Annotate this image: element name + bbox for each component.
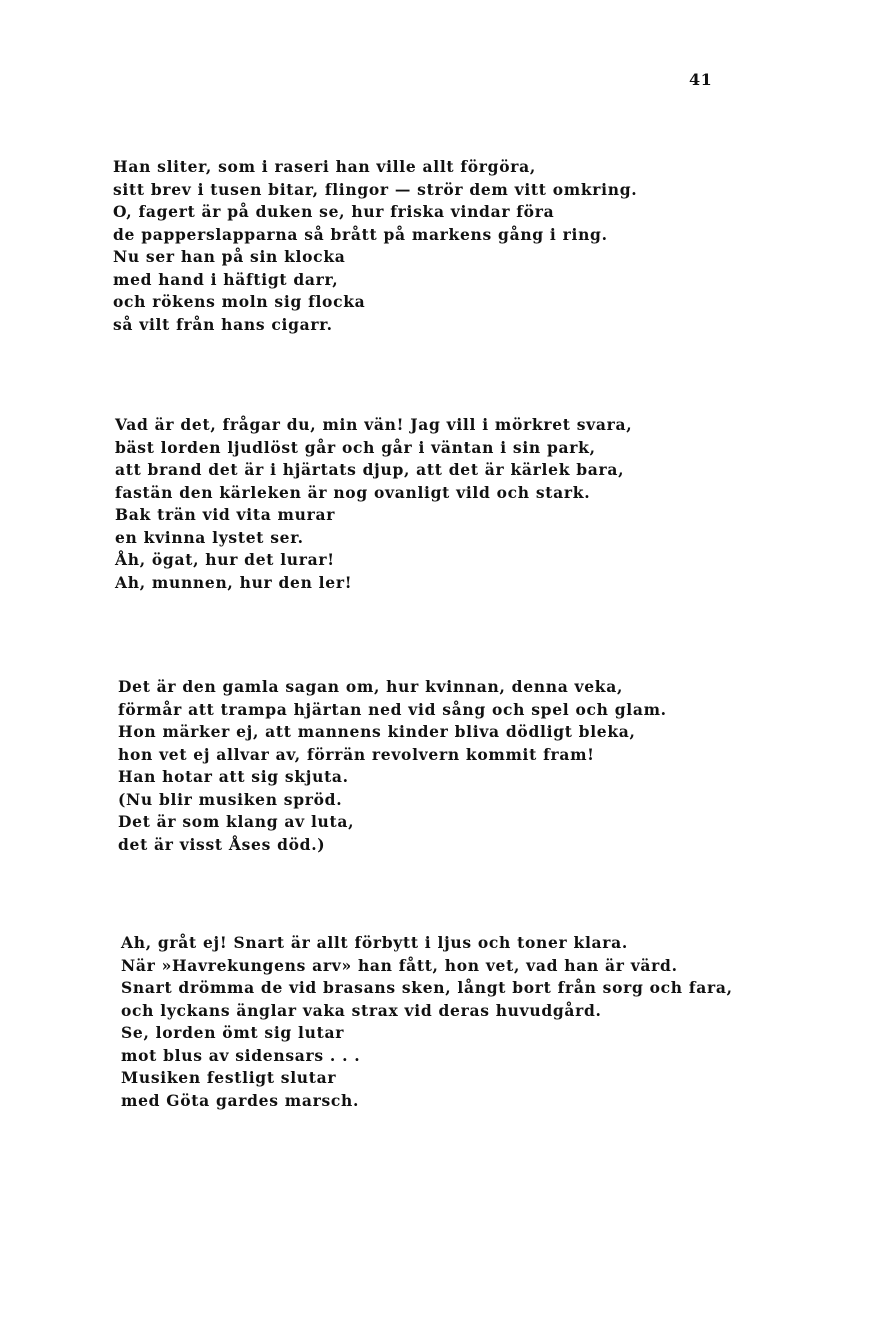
verse-line: Se, lorden ömt sig lutar	[121, 1023, 345, 1042]
verse-line: bäst lorden ljudlöst går och går i väntan i sin park,	[115, 437, 596, 457]
verse-line: Han hotar att sig skjuta.	[118, 767, 349, 786]
verse-line: Bak trän vid vita murar	[115, 505, 336, 524]
verse-line: hon vet ej allvar av, förrän revolvern kommit fram!	[118, 744, 595, 764]
verse-line: sitt brev i tusen bitar, flingor — strör dem vitt omkring.	[113, 179, 638, 199]
verse-line: det är visst Åses död.)	[118, 834, 326, 854]
verse-line: en kvinna lystet ser.	[115, 527, 304, 547]
verse-line: Vad är det, frågar du, min vän! Jag vill i mörkret svara,	[115, 415, 633, 434]
stanza-4	[121, 932, 733, 1112]
verse-line: O, fagert är på duken se, hur friska vindar föra	[113, 202, 555, 221]
verse-line: fastän den kärleken är nog ovanligt vild och stark.	[115, 482, 591, 502]
verse-line: Ah, gråt ej! Snart är allt förbytt i ljus och toner klara.	[121, 933, 628, 952]
stanza-3	[118, 676, 667, 856]
page-number: 41	[689, 70, 713, 89]
verse-line: (Nu blir musiken spröd.	[118, 789, 343, 809]
verse-line: Det är som klang av luta,	[118, 812, 355, 831]
verse-line: Snart drömma de vid brasans sken, långt bort från sorg och fara,	[121, 978, 733, 997]
verse-line: förmår att trampa hjärtan ned vid sång och spel och glam.	[118, 699, 667, 719]
verse-line: Nu ser han på sin klocka	[113, 247, 346, 266]
verse-line: Åh, ögat, hur det lurar!	[115, 550, 335, 569]
verse-line: Det är den gamla sagan om, hur kvinnan, denna veka,	[118, 677, 624, 696]
verse-line: så vilt från hans cigarr.	[113, 314, 333, 334]
verse-line: Hon märker ej, att mannens kinder bliva dödligt bleka,	[118, 722, 636, 741]
verse-line: de papperslapparna så brått på markens gång i ring.	[113, 224, 608, 244]
verse-line: Han sliter, som i raseri han ville allt förgöra,	[113, 157, 536, 176]
verse-line: och lyckans änglar vaka strax vid deras huvudgård.	[121, 1000, 602, 1020]
verse-line: och rökens moln sig flocka	[113, 292, 366, 311]
verse-line: med hand i häftigt darr,	[113, 269, 339, 289]
stanza-1	[113, 156, 637, 336]
stanza-2	[115, 414, 632, 594]
verse-line: mot blus av sidensars . . .	[121, 1045, 361, 1065]
verse-line: Ah, munnen, hur den ler!	[115, 572, 353, 592]
verse-line: att brand det är i hjärtats djup, att det är kärlek bara,	[115, 460, 625, 479]
verse-line: När »Havrekungens arv» han fått, hon vet, vad han är värd.	[121, 955, 678, 975]
verse-line: Musiken festligt slutar	[121, 1068, 337, 1087]
verse-line: med Göta gardes marsch.	[121, 1090, 360, 1110]
